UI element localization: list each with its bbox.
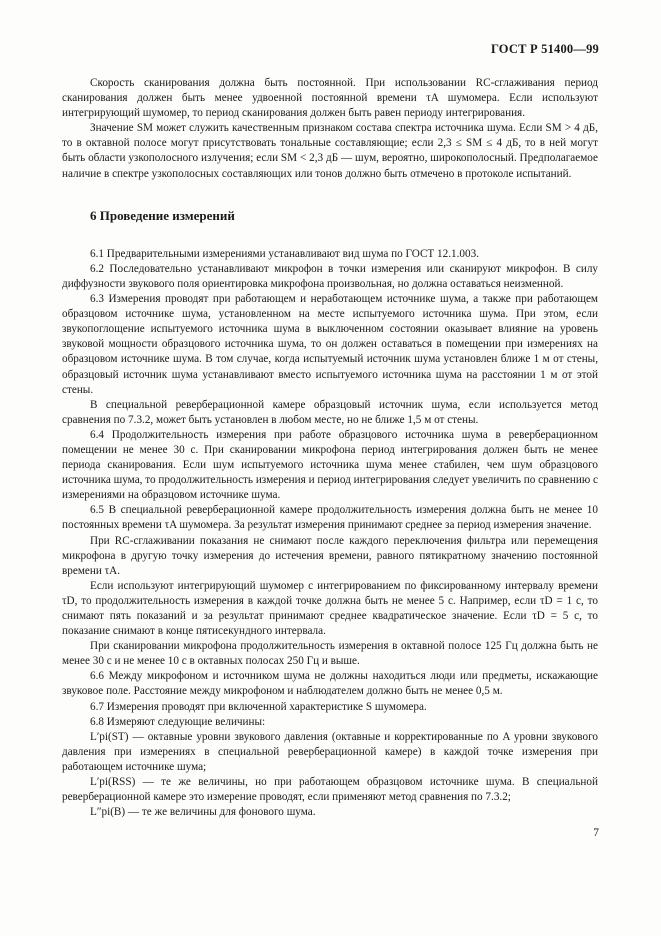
clause-6-1: 6.1 Предварительными измерениями устанавливают вид шума по ГОСТ 12.1.003. [90, 247, 480, 260]
paragraph-scanning-speed: Скорость сканирования должна быть постоянной. При использовании RC-сглаживания период сканирования должен быть менее удвоенной постоянной времени τA шумомера. Если используют интегрирующий шумомер, то период сканирования должен быть равен периоду интегрирования. [62, 77, 598, 120]
clause-6-5: 6.5 В специальной реверберационной камере продолжительность измерения должна быть не менее 10 постоянных времени τA шумомера. За результат измерения принимают среднее за период измерения значение. [62, 504, 598, 532]
page-number: 7 [593, 827, 599, 839]
clause-6-3: 6.3 Измерения проводят при работающем и неработающем источнике шума, а также при работающем образцовом источнике шума, установленном на месте испытуемого источника шума. При этом, если звукопоглощение испытуемого источника шума в выключенном состоянии оказывает влияние на уровень звуковой мощности образцового источника шума, то он должен оставаться в помещении при измерениях на образцовом источнике шума. В том случае, когда испытуемый источник шума установлен ближе 1 м от стены, образцовый источник шума устанавливают вместо испытуемого источника шума на расстоянии 1 м от этой стены. [62, 293, 598, 396]
clause-6-3-continued: В специальной реверберационной камере образцовый источник шума, если используется метод сравнения по 7.3.2, может быть установлен в любом месте, но не ближе 1,5 м от стены. [62, 398, 598, 426]
clause-6-2: 6.2 Последовательно устанавливают микрофон в точки измерения или сканируют микрофон. В силу диффузности звукового поля ориентировка микрофона произвольная, но должна оставаться неизменной. [62, 262, 598, 290]
clause-6-5-integrating: Если используют интегрирующий шумомер с интегрированием по фиксированному интервалу времени τD, то продолжительность измерения в каждой точке должна быть не менее 5 с. Например, если τD = 1 с, то снимают пять показаний и за результат принимают среднее квадратическое значение. Если τD = 5 с, то показание снимают в конце пятисекундного интервала. [62, 579, 598, 638]
page-body [62, 76, 598, 820]
clause-6-5-scanning: При сканировании микрофона продолжительность измерения в октавной полосе 125 Гц должна быть не менее 30 с и не менее 10 с в октавных полосах 250 Гц и выше. [62, 640, 598, 668]
document-header: ГОСТ Р 51400—99 [490, 42, 599, 56]
clause-6-5-rc: При RC-сглаживании показания не снимают после каждого переключения фильтра или перемещения микрофона в другую точку измерения до истечения времени, равного пятикратному значению постоянной времени τA. [62, 534, 598, 577]
quantity-item: L′pi(ST) — октавные уровни звукового давления (октавные и корректированные по A уровни звукового давления при измерениях в специальной реверберационной камере) в каждой точке измерения при работающем источнике шума; [62, 730, 598, 773]
quantity-item: L′pi(RSS) — те же величины, но при работающем образцовом источнике шума. В специальной реверберационной камере это измерение проводят, если применяют метод сравнения по 7.3.2; [62, 776, 598, 804]
section-title: 6 Проведение измерений [90, 207, 235, 223]
clause-6-4: 6.4 Продолжительность измерения при работе образцового источника шума в реверберационном помещении не менее 30 с. При сканировании микрофона период интегрирования должен быть не менее периода сканирования. Если шум испытуемого источника шума менее стабилен, чем шум образцового источника шума, то продолжительность измерения и период интегрирования следует увеличить по сравнению с измерениями на образцовом источнике шума. [62, 428, 599, 502]
clause-6-6: 6.6 Между микрофоном и источником шума не должны находиться люди или предметы, искажающие звуковое поле. Расстояние между микрофоном и наблюдателем должно быть не менее 0,5 м. [62, 670, 598, 698]
quantity-item: L″pi(B) — те же величины для фонового шума. [90, 806, 316, 819]
paragraph-sm-value: Значение SM может служить качественным признаком состава спектра источника шума. Если SM > 4 дБ, то в октавной полосе могут присутствовать тональные составляющие; если 2,3 ≤ SM ≤ 4 дБ, то в ней могут быть области узкополосного излучения; если SM < 2,3 дБ — шум, вероятно, широкополосный. Предполагаемое наличие в спектре узкополосных составляющих или тонов должно быть отмечено в протоколе испытаний. [62, 122, 598, 180]
clause-6-7: 6.7 Измерения проводят при включенной характеристике S шумомера. [90, 700, 427, 713]
clause-6-8: 6.8 Измеряют следующие величины: [90, 715, 266, 728]
